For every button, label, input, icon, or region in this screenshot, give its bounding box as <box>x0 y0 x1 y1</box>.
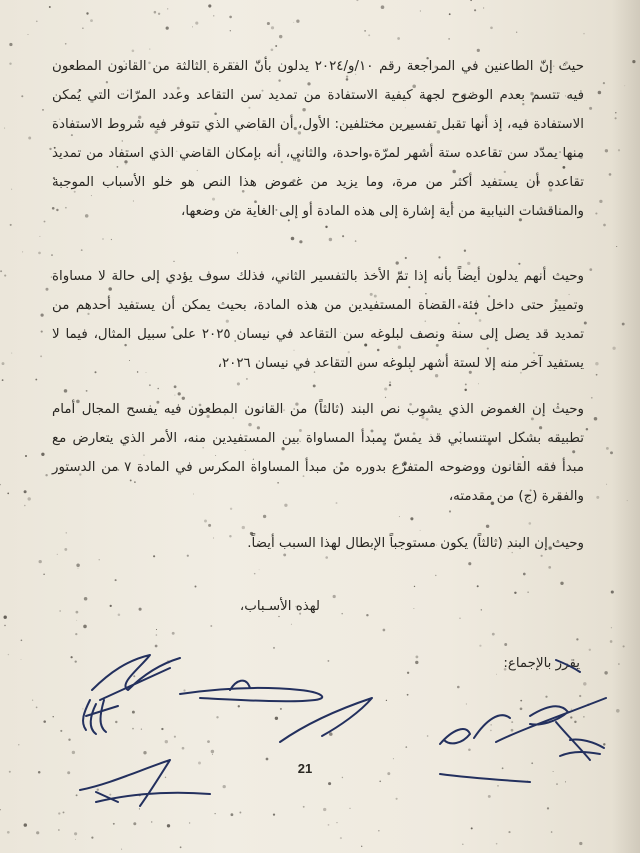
signature-5 <box>440 698 606 744</box>
page-number: 21 <box>297 761 313 776</box>
paragraph-4: وحيث إن البند (ثالثاً) يكون مستوجباً الإبطال لهذا السبب أيضاً. <box>247 536 584 551</box>
signature-1 <box>92 655 180 700</box>
signature-4 <box>280 698 372 742</box>
paragraph-2: وحيث أنهم يدلون أيضاً بأنه إذا تمّ الأخذ بالتفسير الثاني، فذلك سوف يؤدي إلى حالة لا مساواة وتمييز حتى داخل فئة القضاة المستفيدين من هذه المادة، بحيث يمكن أن يستفيد أحدهم من تمديد قد يصل إلى سنة ونصف لبلوغه سن التقاعد في نيسان ٢٠٢٥ على سبيل المثال، فيما لا يستفيد آخر منه إلا لستة أشهر لبلوغه سن التقاعد في نيسان ٢٠٢٦، <box>52 269 584 371</box>
paragraph-3: وحيث إن الغموض الذي يشوب نص البند (ثالثاً) من القانون المطعون فيه يفسح المجال أمام تطبيقه بشكل استنسابي قد يمسّ بمبدأ المساواة بين المستفيدين منه، الأمر الذي يتعارض مع مبدأ فقه القانون ووضوحه المتفرّع بدوره من مبدأ المساواة المكرس في المادة ٧ من الدستور والفقرة (ج) من مقدمته، <box>52 402 585 504</box>
signature-7 <box>80 760 210 806</box>
decision-line: يقرر بالإجماع: <box>503 656 580 671</box>
signature-3 <box>83 700 118 734</box>
signature-8 <box>440 660 580 782</box>
paragraph-1: حيث إنّ الطاعنين في المراجعة رقم ١٠/و/٢٠٢٤ يدلون بأنّ الفقرة الثالثة من القانون المطعون فيه تتسم بعدم الوضوح لجهة كيفية الاستفادة من تمديد سن التقاعد وعدد المرّات التي يُمكن الاستفادة فيه، إذ أنها تقبل تفسيرين مختلفين: الأول، أن القاضي الذي تتوفر فيه شروط الاستفادة منها يمدّد سن تقاعده ستة أشهر لمرّة واحدة، والثاني، أنه بإمكان القاضي الذي استفاد من تمديد تقاعده أن يستفيد أكثر من مرة، وما يزيد من غموض هذا النص هو خلو الأسباب الموجبة والمناقشات النيابية من أية إشارة إلى هذه المادة أو إلى الغاية من وضعها، <box>52 59 584 219</box>
signature-2 <box>180 681 322 702</box>
signature-6 <box>556 722 604 760</box>
section-heading: لهذه الأسـباب، <box>239 599 320 614</box>
